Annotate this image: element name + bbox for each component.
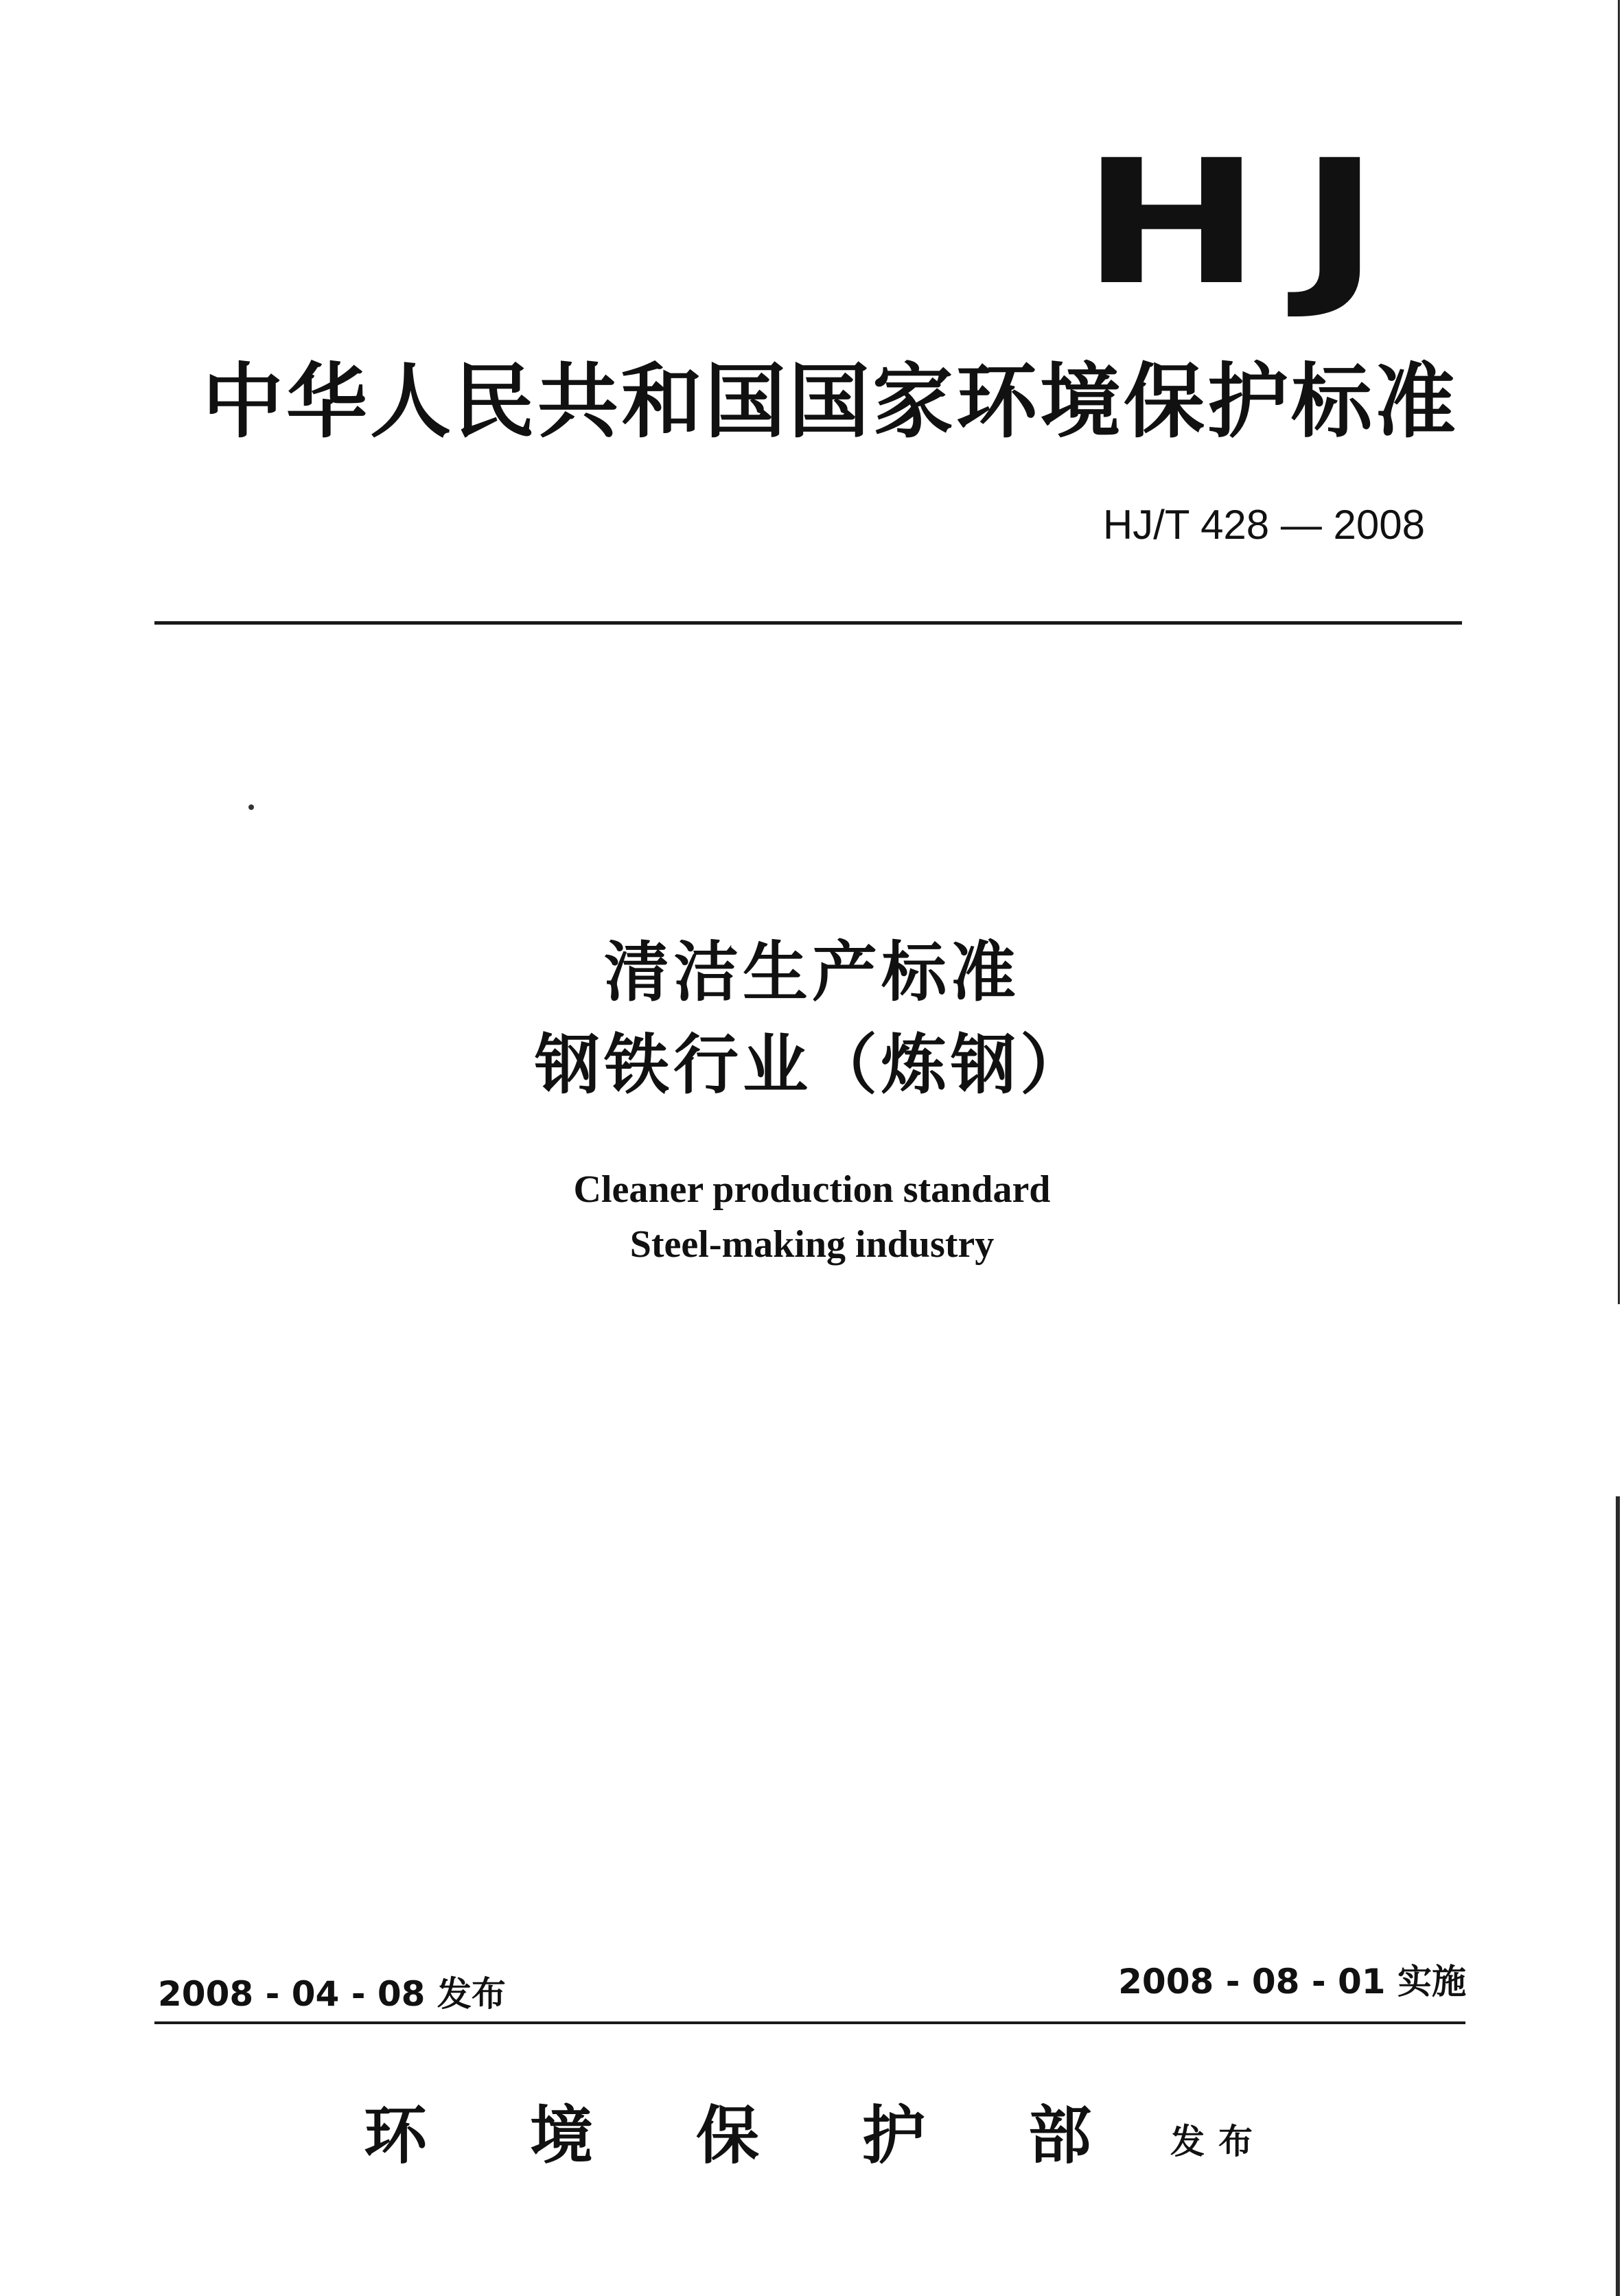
publisher-char: 保 [695, 2098, 759, 2172]
hj-logo: HJ [1081, 123, 1418, 323]
document-title-en-line2: Steel-making industry [629, 1223, 995, 1266]
footer-divider [154, 2021, 1465, 2024]
publisher-name [364, 2098, 1091, 2172]
publisher-char: 环 [364, 2098, 428, 2172]
scan-edge-line-top [1618, 0, 1620, 1304]
publish-word: 发布 [1170, 2121, 1266, 2161]
issue-date: 2008 - 04 - 08 发布 [158, 1974, 506, 2014]
standard-code: HJ/T 428 — 2008 [1102, 502, 1425, 548]
document-title-zh-line1: 清洁生产标准 [603, 935, 1020, 1010]
document-title-en-line1: Cleaner production standard [573, 1168, 1051, 1211]
publisher-char: 护 [861, 2098, 925, 2172]
effective-date: 2008 - 08 - 01 实施 [1118, 1962, 1466, 2002]
publisher-char: 部 [1028, 2098, 1091, 2172]
publisher-char: 境 [529, 2098, 593, 2172]
scan-edge-line-bottom [1616, 1496, 1620, 2296]
national-standard-title: 中华人民共和国国家环境保护标准 [202, 353, 1459, 449]
scan-speck [248, 804, 254, 810]
header-divider [154, 621, 1462, 625]
document-title-zh-line2: 钢铁行业（炼钢） [534, 1028, 1089, 1103]
